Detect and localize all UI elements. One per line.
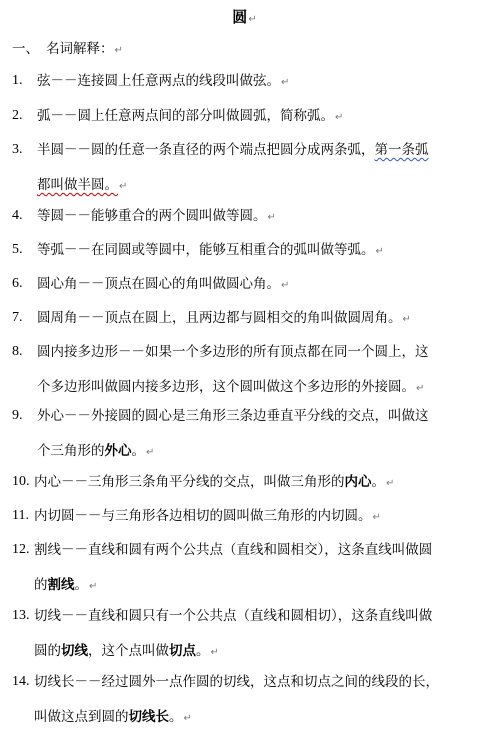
item-text-continued: 都叫做半圆。 [37,177,118,193]
item-text-continued: 个三角形的 [37,443,105,459]
paragraph-mark-icon: ↵ [386,478,395,489]
item-text-continued: 的 [34,577,48,593]
paragraph-mark-icon: ↵ [146,447,155,458]
item-index: 3. [12,142,23,157]
item-text: 弧－－圆上任意两点间的部分叫做圆弧，简称弧。 [37,108,334,124]
term-bold: 切线长 [128,709,169,725]
paragraph-mark-icon: ↵ [375,246,384,257]
term-bold: 切点 [169,643,196,659]
item-text-end: 。 [169,709,183,725]
item-text: 切线－－直线和圆只有一个公共点（直线和圆相切），这条直线叫做 [34,608,433,624]
term-bold: 切线 [61,643,88,659]
item-text-end: 。 [196,643,210,659]
definition-item [12,71,474,93]
item-index: 2. [12,108,23,123]
section-label: 名词解释： [46,41,114,57]
item-index: 1. [12,73,23,88]
paragraph-mark-icon: ↵ [402,314,411,325]
item-index: 9. [12,408,23,423]
section-number: 一、 [12,41,39,57]
paragraph-mark-icon: ↵ [210,647,219,658]
item-text-continued: 圆的 [34,643,61,659]
definition-item [12,274,474,296]
item-text-continued: 叫做这点到圆的 [34,709,129,725]
definition-item [12,506,474,528]
item-text-end: 。 [371,474,385,490]
item-text: 切线长－－经过圆外一点作圆的切线，这点和切点之间的线段的长， [34,674,439,690]
item-index: 13. [12,608,30,623]
item-index: 11. [12,508,29,523]
item-index: 5. [12,242,23,257]
item-text-mid: ，这个点叫做 [88,643,169,659]
item-text-flagged: 第一条弧 [374,142,429,158]
item-text: 内心－－三角形三条角平分线的交点，叫做三角形的 [34,474,345,490]
paragraph-mark-icon: ↵ [89,581,98,592]
definition-item [12,106,474,128]
item-text: 割线－－直线和圆有两个公共点（直线和圆相交），这条直线叫做圆 [34,542,433,558]
item-text: 内切圆－－与三角形各边相切的圆叫做三角形的内切圆。 [34,508,372,524]
paragraph-mark-icon: ↵ [119,181,128,192]
item-index: 8. [12,344,23,359]
definition-item [12,406,474,463]
item-index: 4. [12,208,23,223]
item-text: 圆内接多边形－－如果一个多边形的所有顶点都在同一个圆上，这 [37,344,429,360]
definition-item [12,540,474,597]
paragraph-mark-icon: ↵ [372,512,381,523]
definition-item [12,240,474,262]
item-index: 10. [12,474,30,489]
definition-item [12,472,474,494]
paragraph-mark-icon: ↵ [248,14,257,25]
item-text: 圆心角－－顶点在圆心的角叫做圆心角。 [37,276,280,292]
item-text: 半圆－－圆的任意一条直径的两个端点把圆分成两条弧， [37,142,375,158]
item-index: 6. [12,276,23,291]
item-text: 等圆－－能够重合的两个圆叫做等圆。 [37,208,267,224]
term-bold: 外心 [104,443,132,459]
paragraph-mark-icon: ↵ [335,112,344,123]
definition-item [12,206,474,228]
item-text-continued: 个多边形叫做圆内接多边形，这个圆叫做这个多边形的外接圆。 [37,379,415,395]
paragraph-mark-icon: ↵ [114,45,123,56]
item-text: 圆周角－－顶点在圆上，且两边都与圆相交的角叫做圆周角。 [37,310,402,326]
document-title: 圆↵ [232,8,257,26]
item-text-end: 。 [74,577,88,593]
item-index: 14. [12,674,30,689]
paragraph-mark-icon: ↵ [281,280,290,291]
item-index: 12. [12,542,30,557]
section-heading [12,39,123,61]
paragraph-mark-icon: ↵ [281,77,290,88]
item-index: 7. [12,310,23,325]
item-text: 等弧－－在同圆或等圆中，能够互相重合的弧叫做等弧。 [37,242,375,258]
paragraph-mark-icon: ↵ [267,212,276,223]
item-text: 弦－－连接圆上任意两点的线段叫做弦。 [37,73,280,89]
definition-item [12,606,474,663]
definition-item [12,672,474,729]
definition-item [12,342,474,399]
paragraph-mark-icon: ↵ [183,713,192,724]
term-bold: 割线 [47,577,75,593]
term-bold: 内心 [344,474,372,490]
paragraph-mark-icon: ↵ [416,383,425,394]
definition-item [12,140,474,197]
item-text: 外心－－外接圆的圆心是三角形三条边垂直平分线的交点，叫做这 [37,408,429,424]
item-text-end: 。 [131,443,145,459]
definition-item [12,308,474,330]
